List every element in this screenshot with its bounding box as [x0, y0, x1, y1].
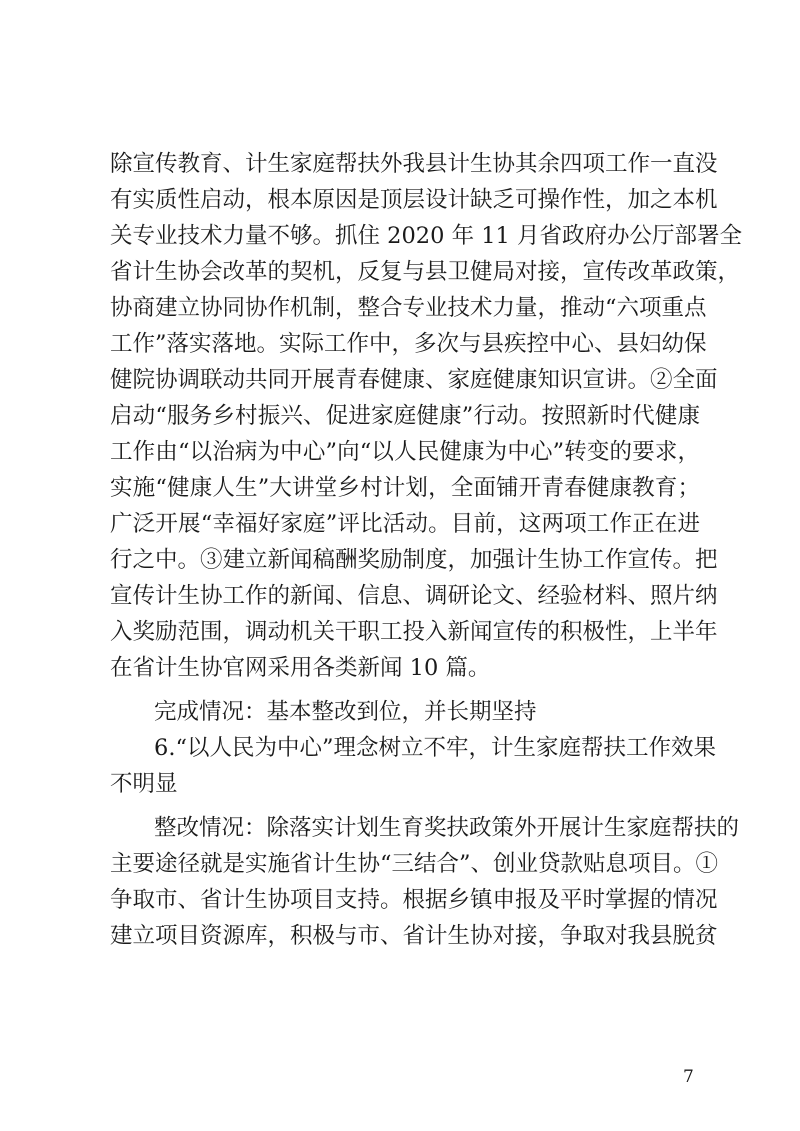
text-line: 整改情况：除落实计划生育奖扶政策外开展计生家庭帮扶的 — [154, 815, 740, 841]
paragraph-item-6-heading — [110, 730, 716, 802]
paragraph-1 — [110, 146, 743, 686]
text-line: 主要途径就是实施省计生协“三结合”、创业贷款贴息项目。① — [110, 851, 719, 877]
text-line: 建立项目资源库，积极与市、省计生协对接，争取对我县脱贫 — [110, 923, 718, 949]
page-number: 7 — [683, 1067, 694, 1087]
text-line: 广泛开展“幸福好家庭”评比活动。目前，这两项工作正在进 — [110, 511, 700, 537]
text-line: 工作”落实落地。实际工作中，多次与县疾控中心、县妇幼保 — [110, 331, 707, 357]
text-line: 在省计生协官网采用各类新闻 10 篇。 — [110, 655, 491, 681]
text-line: 工作由“以治病为中心”向“以人民健康为中心”转变的要求， — [110, 439, 700, 465]
text-line: 6.“以人民为中心”理念树立不牢，计生家庭帮扶工作效果 — [154, 735, 716, 761]
text-line: 完成情况：基本整改到位，并长期坚持 — [154, 699, 537, 725]
text-line: 关专业技术力量不够。抓住 2020 年 11 月省政府办公厅部署全 — [110, 223, 743, 249]
text-line: 行之中。③建立新闻稿酬奖励制度，加强计生协工作宣传。把 — [110, 547, 718, 573]
text-line: 启动“服务乡村振兴、促进家庭健康”行动。按照新时代健康 — [110, 403, 700, 429]
text-line: 除宣传教育、计生家庭帮扶外我县计生协其余四项工作一直没 — [110, 151, 718, 177]
text-line: 健院协调联动共同开展青春健康、家庭健康知识宣讲。②全面 — [110, 367, 718, 393]
text-line: 省计生协会改革的契机，反复与县卫健局对接，宣传改革政策， — [110, 259, 741, 285]
text-line: 不明显 — [110, 771, 178, 797]
text-line: 宣传计生协工作的新闻、信息、调研论文、经验材料、照片纳 — [110, 583, 718, 609]
paragraph-completion-status — [110, 694, 700, 730]
text-line: 入奖励范围，调动机关干职工投入新闻宣传的积极性，上半年 — [110, 619, 718, 645]
text-line: 有实质性启动，根本原因是顶层设计缺乏可操作性，加之本机 — [110, 187, 718, 213]
text-line: 实施“健康人生”大讲堂乡村计划，全面铺开青春健康教育； — [110, 475, 700, 501]
document-body — [110, 146, 743, 954]
paragraph-rectification-status — [110, 810, 740, 954]
text-line: 争取市、省计生协项目支持。根据乡镇申报及平时掌握的情况 — [110, 887, 718, 913]
text-line: 协商建立协同协作机制，整合专业技术力量，推动“六项重点 — [110, 295, 707, 321]
